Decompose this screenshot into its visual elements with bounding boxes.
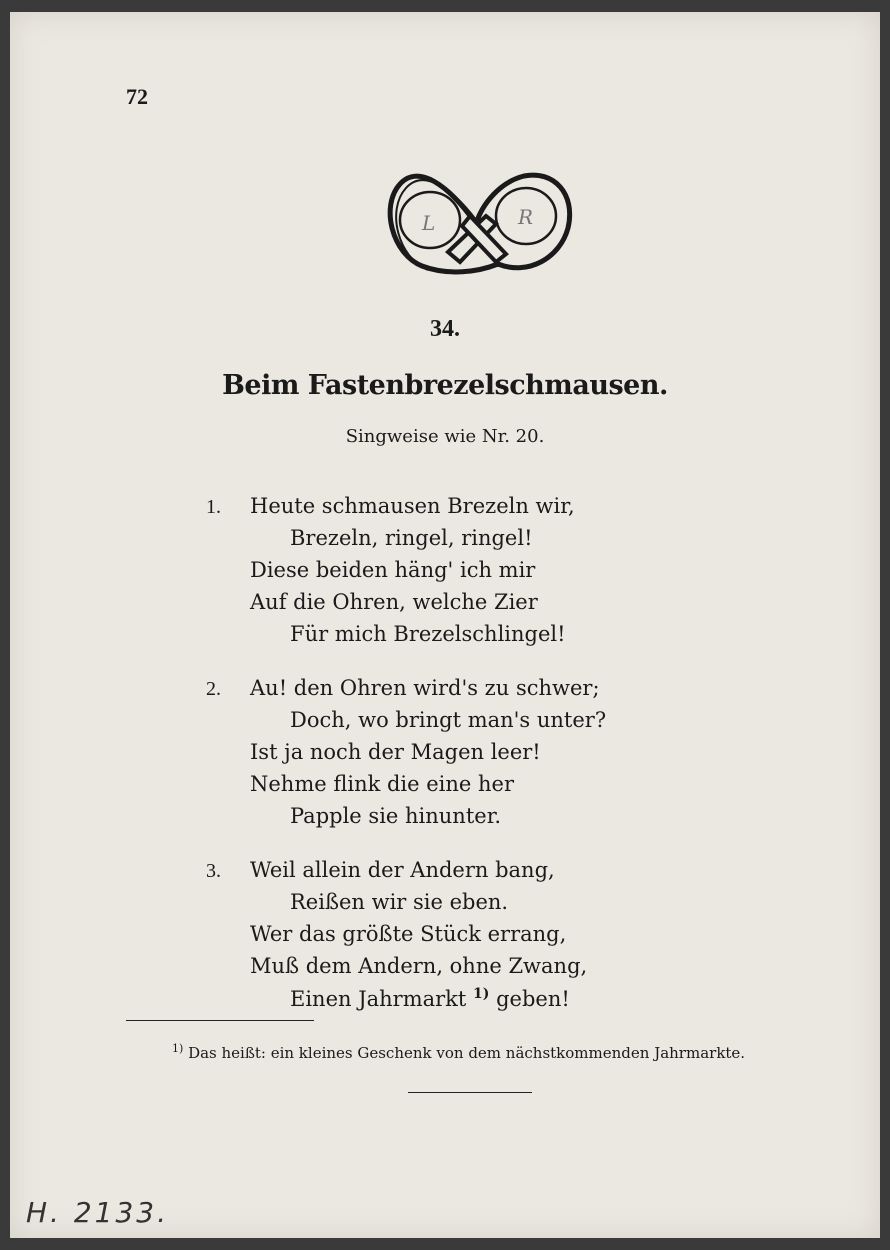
verse-line: Weil allein der Andern bang, [250,858,555,882]
verse-line-last [290,986,570,1011]
verse-line: Muß dem Andern, ohne Zwang, [250,954,588,978]
footnote-marker: 1) [172,1042,184,1055]
verse-line: Wer das größte Stück errang, [250,922,567,946]
pretzel-letter-left: L [422,211,436,235]
verse-line: Nehme flink die eine her [250,772,515,796]
page-number: 72 [126,84,148,109]
pretzel-illustration [378,154,574,286]
verse-line-end: geben! [489,987,570,1011]
footnote-divider [126,1020,314,1021]
verse-line: Ist ja noch der Magen leer! [250,740,541,764]
end-rule [408,1092,532,1093]
verse-line: Au! den Ohren wird's zu schwer; [250,676,600,700]
tune-reference: Singweise wie Nr. 20. [345,426,545,447]
verse-line: Für mich Brezelschlingel! [290,622,566,646]
verse-line: Heute schmausen Brezeln wir, [250,494,575,518]
footnote [172,1042,745,1062]
song-number: 34. [430,316,460,342]
stanza-number: 1. [206,496,221,518]
verse-line-start: Einen Jahrmarkt [290,987,467,1011]
verse-line: Diese beiden häng' ich mir [250,558,536,582]
footnote-reference: 1) [473,986,490,1002]
verse-line: Doch, wo bringt man's unter? [290,708,607,732]
footnote-text: Das heißt: ein kleines Geschenk von dem nächstkommenden Jahrmarkte. [183,1044,746,1062]
song-title: Beim Fastenbrezelschmausen. [222,370,668,401]
verse-line: Reißen wir sie eben. [290,890,509,914]
page [10,12,880,1238]
stanza-number: 2. [206,678,221,700]
stanza-number: 3. [206,860,221,882]
verse-line: Papple sie hinunter. [290,804,502,828]
verse-line: Brezeln, ringel, ringel! [290,526,533,550]
verse-line: Auf die Ohren, welche Zier [250,590,538,614]
catalog-mark: H. 2133. [26,1196,170,1229]
pretzel-letter-right: R [518,205,534,229]
